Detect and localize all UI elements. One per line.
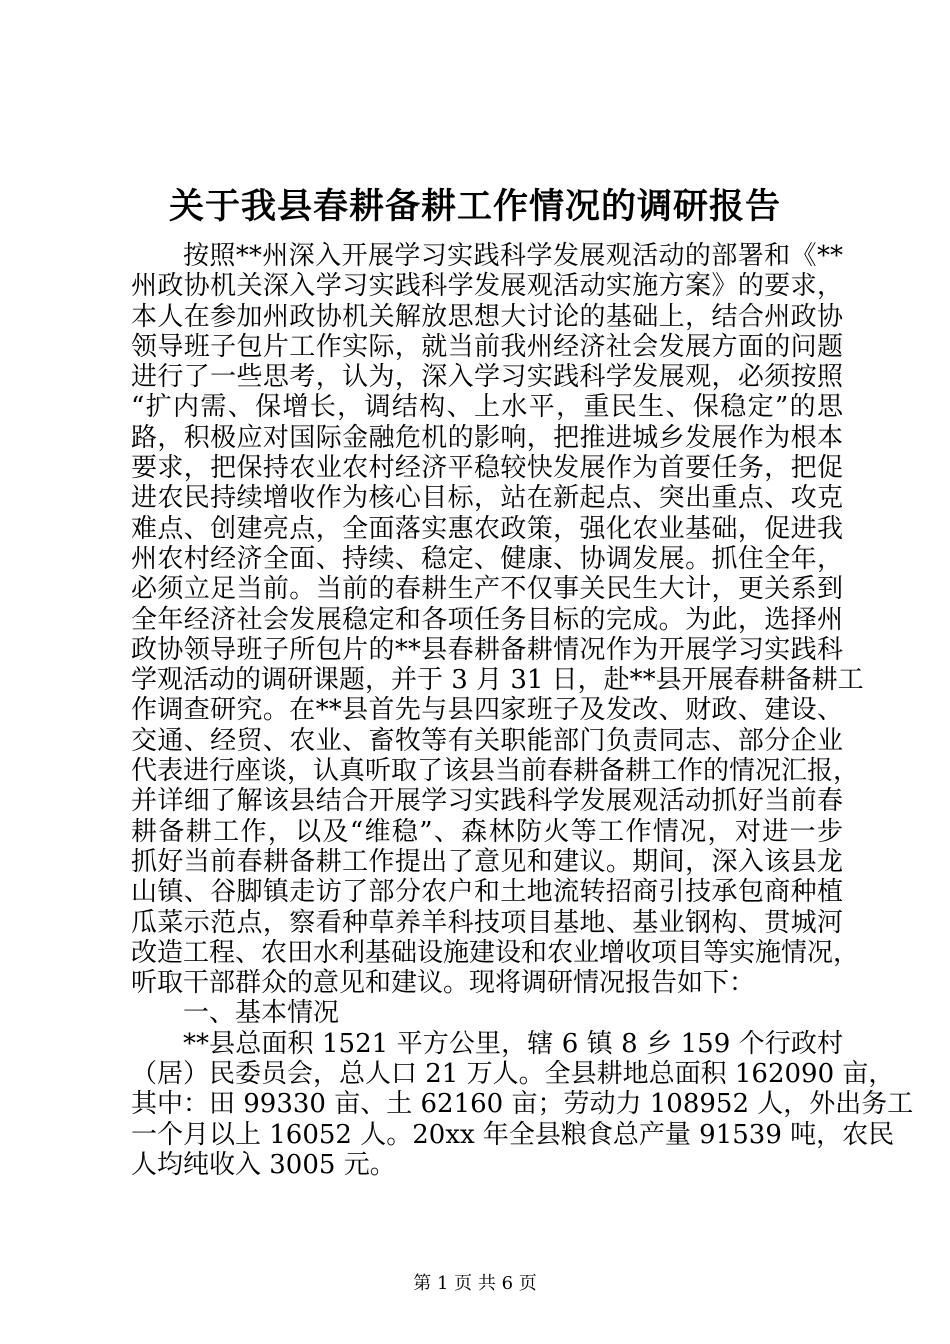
text-line: 人均纯收入 3005 元。	[131, 1149, 396, 1180]
page-indicator: 第 1 页 共 6 页	[413, 1273, 537, 1294]
text-line: 一个月以上 16052 人。20xx 年全县粮食总产量 91539 吨，农民	[131, 1119, 895, 1150]
text-line: 领导班子包片工作实际，就当前我州经济社会发展方面的问题	[131, 331, 843, 362]
text-line: 路，积极应对国际金融危机的影响，把推进城乡发展作为根本	[131, 422, 843, 453]
text-line: 进行了一些思考，认为，深入学习实践科学发展观，必须按照	[131, 362, 843, 393]
text-line: 瓜菜示范点，察看种草养羊科技项目基地、基业钢构、贯城河	[131, 907, 843, 938]
text-line: “扩内需、保增长，调结构、上水平，重民生、保稳定”的思	[131, 392, 843, 423]
text-line: （居）民委员会，总人口 21 万人。全县耕地总面积 162090 亩，	[131, 1059, 895, 1090]
text-line: 其中：田 99330 亩、土 62160 亩；劳动力 108952 人，外出务工	[131, 1089, 914, 1120]
text-line: 山镇、谷脚镇走访了部分农户和土地流转招商引技承包商种植	[131, 877, 843, 908]
paragraph-basic-info	[131, 1028, 914, 1180]
document-body	[131, 241, 914, 1180]
text-line: 抓好当前春耕备耕工作提出了意见和建议。期间，深入该县龙	[131, 846, 843, 877]
text-line: 交通、经贸、农业、畜牧等有关职能部门负责同志、部分企业	[131, 725, 843, 756]
text-line: 要求，把保持农业农村经济平稳较快发展作为首要任务，把促	[131, 453, 843, 484]
paragraph-intro	[131, 241, 864, 999]
text-line: 代表进行座谈，认真听取了该县当前春耕备耕工作的情况汇报，	[131, 756, 860, 787]
text-line: 耕备耕工作，以及“维稳”、森林防火等工作情况，对进一步	[131, 816, 843, 847]
text-line: 听取干部群众的意见和建议。现将调研情况报告如下：	[131, 968, 756, 999]
text-line: 改造工程、农田水利基础设施建设和农业增收项目等实施情况，	[131, 937, 860, 968]
text-line: 并详细了解该县结合开展学习实践科学发展观活动抓好当前春	[131, 786, 843, 817]
text-line: 州农村经济全面、持续、稳定、健康、协调发展。抓住全年，	[131, 543, 843, 574]
text-line: 进农民持续增收作为核心目标，站在新起点、突出重点、攻克	[131, 483, 843, 514]
text-line: 学观活动的调研课题，并于 3 月 31 日，赴**县开展春耕备耕工	[131, 665, 864, 696]
document-title: 关于我县春耕备耕工作情况的调研报告	[168, 186, 781, 227]
text-line: 必须立足当前。当前的春耕生产不仅事关民生大计，更关系到	[131, 574, 843, 605]
text-line: **县总面积 1521 平方公里，辖 6 镇 8 乡 159 个行政村	[183, 1028, 843, 1059]
text-line: 本人在参加州政协机关解放思想大讨论的基础上，结合州政协	[131, 301, 843, 332]
text-line: 难点、创建亮点，全面落实惠农政策，强化农业基础，促进我	[131, 513, 843, 544]
text-line: 政协领导班子所包片的**县春耕备耕情况作为开展学习实践科	[131, 634, 843, 665]
text-line: 州政协机关深入学习实践科学发展观活动实施方案》的要求，	[131, 271, 843, 302]
section-heading-basic-info: 一、基本情况	[183, 998, 340, 1029]
text-line: 作调查研究。在**县首先与县四家班子及发改、财政、建设、	[131, 695, 843, 726]
text-line: 全年经济社会发展稳定和各项任务目标的完成。为此，选择州	[131, 604, 843, 635]
text-line: 按照**州深入开展学习实践科学发展观活动的部署和《**	[183, 241, 843, 271]
